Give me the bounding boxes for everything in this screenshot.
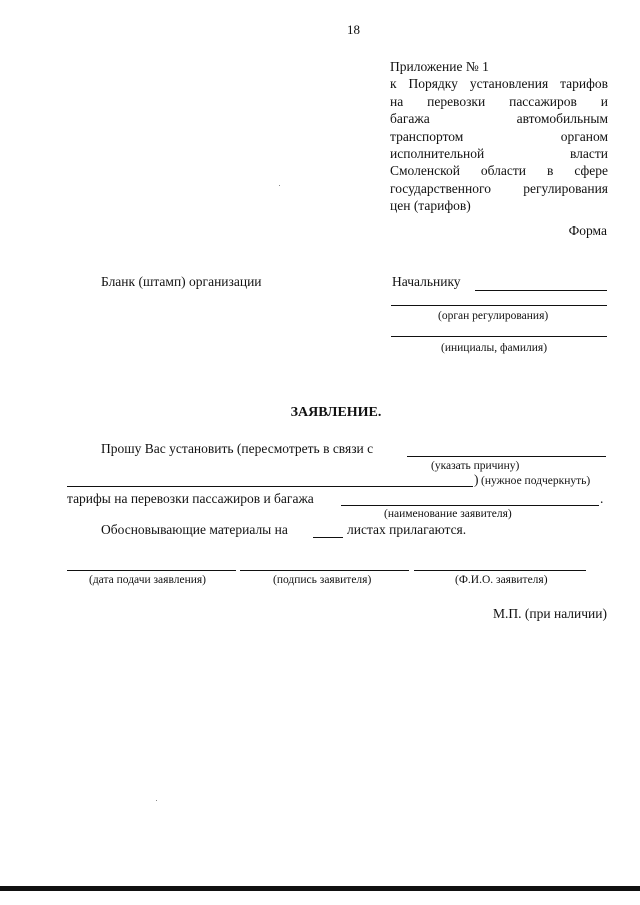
- appendix-line: багажа автомобильным: [390, 111, 608, 127]
- sheet-count-line[interactable]: [313, 537, 343, 538]
- appendix-line: цен (тарифов): [390, 198, 471, 214]
- applicant-name-caption: (наименование заявителя): [384, 508, 512, 520]
- authority-caption: (орган регулирования): [438, 310, 549, 322]
- appendix-line: на перевозки пассажиров и: [390, 93, 608, 109]
- scan-speck: [156, 800, 157, 801]
- close-paren: ): [474, 472, 479, 487]
- appendix-line: Приложение № 1: [390, 59, 489, 74]
- fio-line[interactable]: [414, 570, 586, 571]
- addressee-label: Начальнику: [392, 274, 461, 289]
- date-line[interactable]: [67, 570, 236, 571]
- tariffs-text: тарифы на перевозки пассажиров и багажа: [67, 491, 314, 506]
- scan-speck: [279, 185, 280, 186]
- period: .: [600, 491, 604, 506]
- appendix-line: исполнительной власти: [390, 146, 608, 162]
- signature-line[interactable]: [240, 570, 409, 571]
- appendix-line: государственного регулирования: [390, 180, 608, 196]
- org-stamp-label: Бланк (штамп) организации: [101, 274, 262, 289]
- document-title: ЗАЯВЛЕНИЕ.: [290, 405, 382, 420]
- applicant-name-line[interactable]: [341, 505, 599, 506]
- appendix-line: Смоленской области в сфере: [390, 163, 608, 179]
- reason-caption: (указать причину): [431, 460, 520, 472]
- signature-caption: (подпись заявителя): [273, 574, 372, 586]
- appendix-line: транспортом органом: [390, 128, 608, 144]
- appendix-block: [390, 58, 608, 215]
- page-number: 18: [347, 22, 360, 37]
- appendix-line: к Порядку установления тарифов: [390, 76, 608, 92]
- form-label: Форма: [568, 223, 607, 238]
- initials-line[interactable]: [391, 336, 607, 337]
- reason-line[interactable]: [407, 456, 606, 457]
- materials-suffix: листах прилагаются.: [347, 522, 467, 537]
- addressee-name-line[interactable]: [475, 290, 607, 291]
- date-caption: (дата подачи заявления): [89, 574, 206, 586]
- request-text: Прошу Вас установить (пересмотреть в связи с: [101, 441, 374, 456]
- stamp-note: М.П. (при наличии): [493, 606, 607, 621]
- initials-caption: (инициалы, фамилия): [441, 342, 548, 354]
- reason-continuation-line[interactable]: [67, 486, 473, 487]
- materials-prefix: Обосновывающие материалы на: [101, 522, 288, 537]
- authority-line[interactable]: [391, 305, 607, 306]
- page-bottom-border: [0, 886, 640, 891]
- fio-caption: (Ф.И.О. заявителя): [455, 574, 548, 586]
- underline-note: (нужное подчеркнуть): [481, 475, 591, 487]
